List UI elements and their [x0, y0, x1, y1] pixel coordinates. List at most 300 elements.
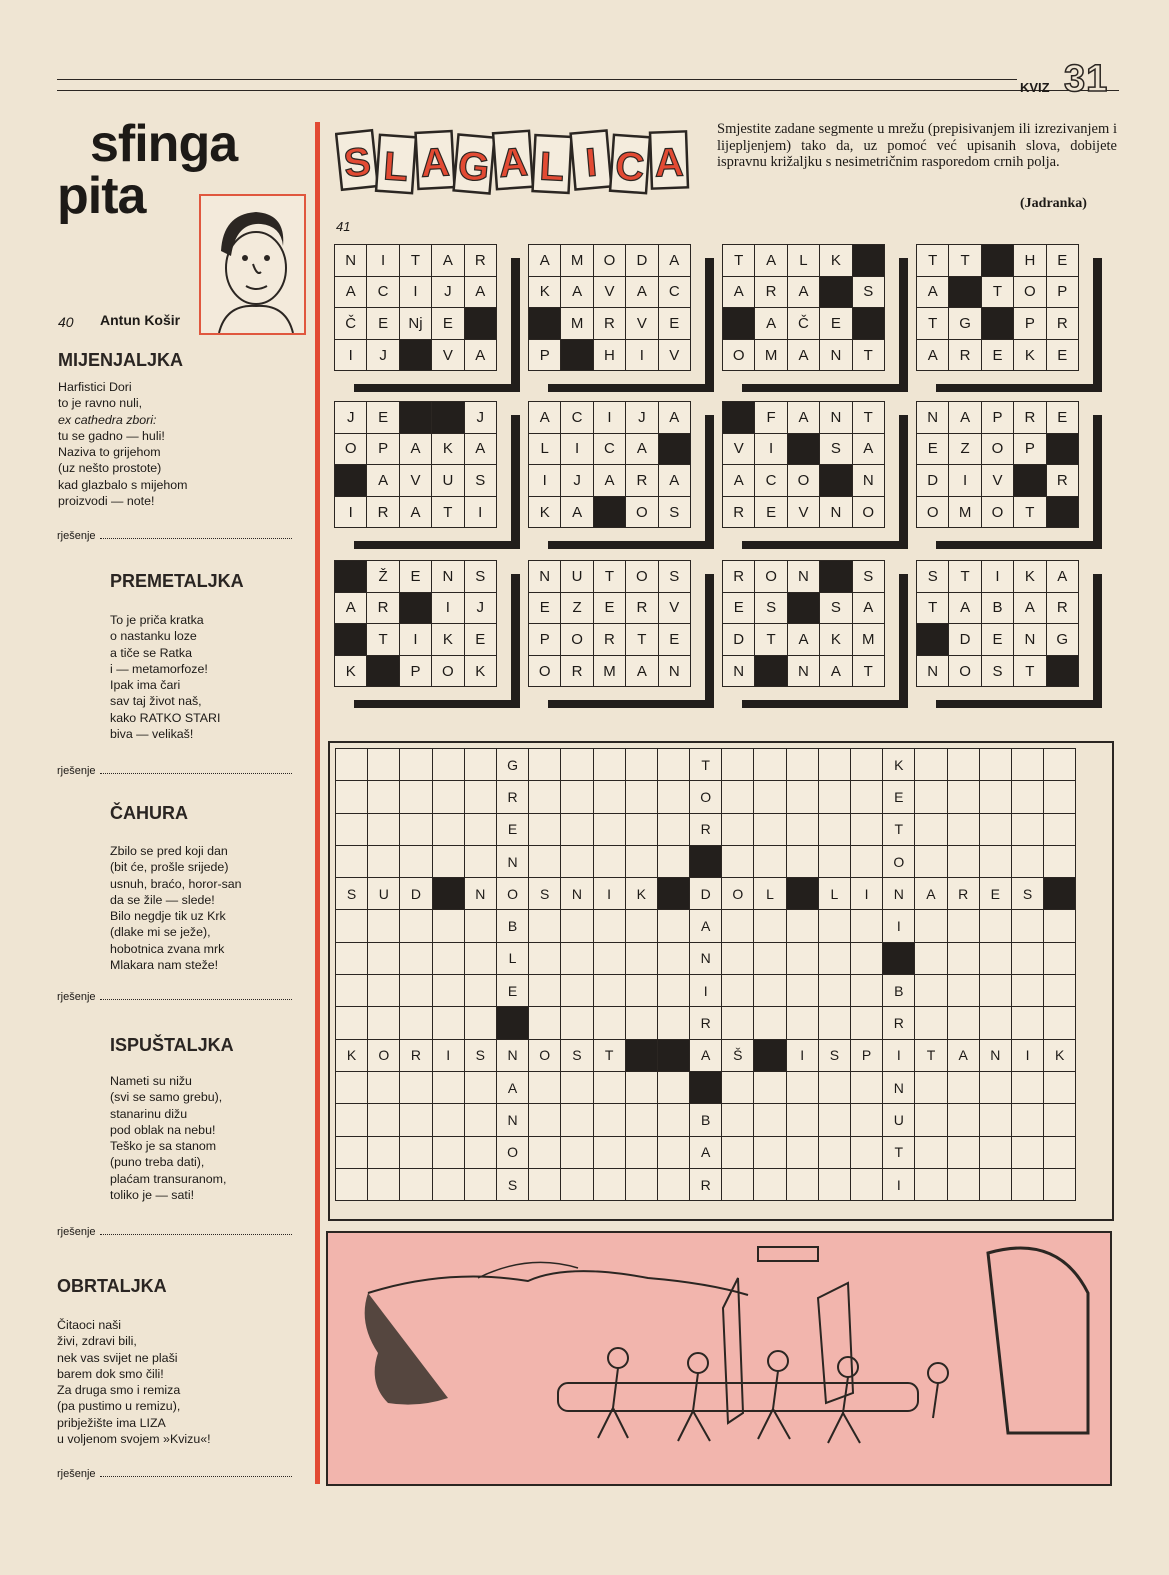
- empty-cell[interactable]: [979, 1007, 1011, 1039]
- black-cell[interactable]: [496, 1007, 528, 1039]
- empty-cell[interactable]: [464, 749, 496, 781]
- empty-cell[interactable]: [432, 975, 464, 1007]
- letter-cell[interactable]: B: [690, 1104, 722, 1136]
- segment-piece[interactable]: [334, 560, 503, 693]
- letter-cell[interactable]: D: [400, 878, 432, 910]
- empty-cell[interactable]: [1044, 1007, 1076, 1039]
- empty-cell[interactable]: [657, 1007, 689, 1039]
- letter-cell[interactable]: K: [883, 749, 915, 781]
- empty-cell[interactable]: [561, 845, 593, 877]
- empty-cell[interactable]: [851, 1071, 883, 1103]
- empty-cell[interactable]: [593, 845, 625, 877]
- empty-cell[interactable]: [432, 942, 464, 974]
- empty-cell[interactable]: [657, 1104, 689, 1136]
- empty-cell[interactable]: [947, 942, 979, 974]
- empty-cell[interactable]: [1044, 845, 1076, 877]
- empty-cell[interactable]: [336, 1007, 368, 1039]
- segment-piece[interactable]: [722, 244, 891, 377]
- letter-cell[interactable]: R: [496, 781, 528, 813]
- empty-cell[interactable]: [657, 975, 689, 1007]
- empty-cell[interactable]: [722, 781, 754, 813]
- letter-cell[interactable]: L: [754, 878, 786, 910]
- letter-cell[interactable]: L: [496, 942, 528, 974]
- empty-cell[interactable]: [625, 781, 657, 813]
- empty-cell[interactable]: [754, 813, 786, 845]
- letter-cell[interactable]: K: [1044, 1039, 1076, 1071]
- empty-cell[interactable]: [625, 910, 657, 942]
- empty-cell[interactable]: [561, 749, 593, 781]
- empty-cell[interactable]: [979, 1168, 1011, 1200]
- empty-cell[interactable]: [947, 975, 979, 1007]
- empty-cell[interactable]: [657, 942, 689, 974]
- empty-cell[interactable]: [722, 942, 754, 974]
- empty-cell[interactable]: [1011, 813, 1043, 845]
- empty-cell[interactable]: [786, 1071, 818, 1103]
- empty-cell[interactable]: [529, 910, 561, 942]
- empty-cell[interactable]: [915, 813, 947, 845]
- empty-cell[interactable]: [368, 1007, 400, 1039]
- empty-cell[interactable]: [625, 813, 657, 845]
- letter-cell[interactable]: D: [690, 878, 722, 910]
- empty-cell[interactable]: [464, 1136, 496, 1168]
- letter-cell[interactable]: N: [883, 1071, 915, 1103]
- letter-cell[interactable]: U: [368, 878, 400, 910]
- empty-cell[interactable]: [851, 1104, 883, 1136]
- empty-cell[interactable]: [657, 910, 689, 942]
- empty-cell[interactable]: [336, 910, 368, 942]
- empty-cell[interactable]: [561, 1071, 593, 1103]
- segment-piece[interactable]: [528, 401, 697, 534]
- segment-piece[interactable]: [334, 401, 503, 534]
- letter-cell[interactable]: N: [496, 1104, 528, 1136]
- empty-cell[interactable]: [722, 749, 754, 781]
- empty-cell[interactable]: [947, 845, 979, 877]
- empty-cell[interactable]: [851, 910, 883, 942]
- empty-cell[interactable]: [529, 845, 561, 877]
- letter-cell[interactable]: K: [336, 1039, 368, 1071]
- empty-cell[interactable]: [432, 910, 464, 942]
- empty-cell[interactable]: [464, 1007, 496, 1039]
- empty-cell[interactable]: [979, 749, 1011, 781]
- empty-cell[interactable]: [336, 975, 368, 1007]
- empty-cell[interactable]: [368, 1168, 400, 1200]
- empty-cell[interactable]: [368, 1071, 400, 1103]
- empty-cell[interactable]: [1011, 910, 1043, 942]
- empty-cell[interactable]: [593, 1168, 625, 1200]
- letter-cell[interactable]: R: [690, 813, 722, 845]
- empty-cell[interactable]: [786, 1136, 818, 1168]
- black-cell[interactable]: [786, 878, 818, 910]
- empty-cell[interactable]: [1044, 1136, 1076, 1168]
- empty-cell[interactable]: [368, 975, 400, 1007]
- letter-cell[interactable]: O: [690, 781, 722, 813]
- empty-cell[interactable]: [722, 910, 754, 942]
- empty-cell[interactable]: [754, 1136, 786, 1168]
- empty-cell[interactable]: [754, 910, 786, 942]
- empty-cell[interactable]: [561, 975, 593, 1007]
- letter-cell[interactable]: L: [818, 878, 850, 910]
- letter-cell[interactable]: R: [947, 878, 979, 910]
- letter-cell[interactable]: B: [496, 910, 528, 942]
- empty-cell[interactable]: [368, 910, 400, 942]
- solution-field[interactable]: [57, 1226, 292, 1238]
- empty-cell[interactable]: [400, 813, 432, 845]
- letter-cell[interactable]: N: [979, 1039, 1011, 1071]
- empty-cell[interactable]: [851, 975, 883, 1007]
- empty-cell[interactable]: [561, 1136, 593, 1168]
- empty-cell[interactable]: [657, 845, 689, 877]
- empty-cell[interactable]: [818, 1168, 850, 1200]
- empty-cell[interactable]: [368, 749, 400, 781]
- letter-cell[interactable]: R: [883, 1007, 915, 1039]
- empty-cell[interactable]: [368, 1136, 400, 1168]
- empty-cell[interactable]: [818, 942, 850, 974]
- empty-cell[interactable]: [400, 1168, 432, 1200]
- empty-cell[interactable]: [464, 1104, 496, 1136]
- empty-cell[interactable]: [1011, 975, 1043, 1007]
- letter-cell[interactable]: U: [883, 1104, 915, 1136]
- letter-cell[interactable]: E: [979, 878, 1011, 910]
- letter-cell[interactable]: A: [690, 910, 722, 942]
- empty-cell[interactable]: [915, 1007, 947, 1039]
- letter-cell[interactable]: O: [496, 878, 528, 910]
- empty-cell[interactable]: [625, 845, 657, 877]
- empty-cell[interactable]: [947, 1104, 979, 1136]
- empty-cell[interactable]: [818, 813, 850, 845]
- letter-cell[interactable]: N: [883, 878, 915, 910]
- empty-cell[interactable]: [1044, 942, 1076, 974]
- empty-cell[interactable]: [786, 942, 818, 974]
- letter-cell[interactable]: O: [496, 1136, 528, 1168]
- letter-cell[interactable]: T: [883, 813, 915, 845]
- empty-cell[interactable]: [561, 1168, 593, 1200]
- empty-cell[interactable]: [947, 1136, 979, 1168]
- empty-cell[interactable]: [979, 1136, 1011, 1168]
- empty-cell[interactable]: [786, 1007, 818, 1039]
- letter-cell[interactable]: I: [786, 1039, 818, 1071]
- empty-cell[interactable]: [979, 1071, 1011, 1103]
- empty-cell[interactable]: [851, 845, 883, 877]
- empty-cell[interactable]: [1011, 1071, 1043, 1103]
- empty-cell[interactable]: [400, 1071, 432, 1103]
- empty-cell[interactable]: [657, 1136, 689, 1168]
- empty-cell[interactable]: [979, 845, 1011, 877]
- empty-cell[interactable]: [464, 845, 496, 877]
- empty-cell[interactable]: [754, 975, 786, 1007]
- empty-cell[interactable]: [529, 1007, 561, 1039]
- empty-cell[interactable]: [851, 1136, 883, 1168]
- letter-cell[interactable]: K: [625, 878, 657, 910]
- empty-cell[interactable]: [368, 1104, 400, 1136]
- empty-cell[interactable]: [432, 1071, 464, 1103]
- empty-cell[interactable]: [400, 975, 432, 1007]
- empty-cell[interactable]: [979, 975, 1011, 1007]
- empty-cell[interactable]: [979, 942, 1011, 974]
- solution-field[interactable]: [57, 991, 292, 1003]
- empty-cell[interactable]: [915, 975, 947, 1007]
- empty-cell[interactable]: [593, 1071, 625, 1103]
- empty-cell[interactable]: [722, 1104, 754, 1136]
- empty-cell[interactable]: [1044, 749, 1076, 781]
- black-cell[interactable]: [754, 1039, 786, 1071]
- empty-cell[interactable]: [432, 813, 464, 845]
- empty-cell[interactable]: [818, 910, 850, 942]
- empty-cell[interactable]: [722, 1168, 754, 1200]
- empty-cell[interactable]: [851, 942, 883, 974]
- empty-cell[interactable]: [336, 813, 368, 845]
- letter-cell[interactable]: N: [561, 878, 593, 910]
- empty-cell[interactable]: [786, 910, 818, 942]
- letter-cell[interactable]: I: [883, 1168, 915, 1200]
- black-cell[interactable]: [883, 942, 915, 974]
- letter-cell[interactable]: S: [561, 1039, 593, 1071]
- empty-cell[interactable]: [625, 1136, 657, 1168]
- empty-cell[interactable]: [593, 781, 625, 813]
- empty-cell[interactable]: [336, 1168, 368, 1200]
- empty-cell[interactable]: [529, 749, 561, 781]
- empty-cell[interactable]: [400, 942, 432, 974]
- empty-cell[interactable]: [657, 1168, 689, 1200]
- empty-cell[interactable]: [593, 749, 625, 781]
- letter-cell[interactable]: P: [851, 1039, 883, 1071]
- segment-piece[interactable]: [528, 244, 697, 377]
- letter-cell[interactable]: G: [496, 749, 528, 781]
- empty-cell[interactable]: [432, 845, 464, 877]
- letter-cell[interactable]: I: [690, 975, 722, 1007]
- letter-cell[interactable]: N: [464, 878, 496, 910]
- black-cell[interactable]: [690, 845, 722, 877]
- letter-cell[interactable]: I: [432, 1039, 464, 1071]
- empty-cell[interactable]: [593, 942, 625, 974]
- letter-cell[interactable]: S: [529, 878, 561, 910]
- empty-cell[interactable]: [786, 1168, 818, 1200]
- letter-cell[interactable]: S: [818, 1039, 850, 1071]
- empty-cell[interactable]: [915, 1136, 947, 1168]
- empty-cell[interactable]: [593, 813, 625, 845]
- letter-cell[interactable]: A: [690, 1039, 722, 1071]
- empty-cell[interactable]: [722, 813, 754, 845]
- letter-cell[interactable]: S: [1011, 878, 1043, 910]
- segment-piece[interactable]: [528, 560, 697, 693]
- empty-cell[interactable]: [336, 942, 368, 974]
- empty-cell[interactable]: [947, 910, 979, 942]
- empty-cell[interactable]: [1011, 1104, 1043, 1136]
- empty-cell[interactable]: [432, 781, 464, 813]
- empty-cell[interactable]: [593, 1104, 625, 1136]
- empty-cell[interactable]: [947, 813, 979, 845]
- empty-cell[interactable]: [432, 1007, 464, 1039]
- empty-cell[interactable]: [400, 910, 432, 942]
- letter-cell[interactable]: N: [496, 845, 528, 877]
- empty-cell[interactable]: [336, 845, 368, 877]
- segment-piece[interactable]: [334, 244, 503, 377]
- empty-cell[interactable]: [915, 942, 947, 974]
- empty-cell[interactable]: [915, 910, 947, 942]
- empty-cell[interactable]: [657, 1071, 689, 1103]
- empty-cell[interactable]: [1044, 975, 1076, 1007]
- letter-cell[interactable]: O: [722, 878, 754, 910]
- letter-cell[interactable]: N: [496, 1039, 528, 1071]
- empty-cell[interactable]: [915, 749, 947, 781]
- empty-cell[interactable]: [786, 1104, 818, 1136]
- empty-cell[interactable]: [754, 781, 786, 813]
- solution-field[interactable]: [57, 530, 292, 542]
- empty-cell[interactable]: [851, 1007, 883, 1039]
- empty-cell[interactable]: [625, 749, 657, 781]
- black-cell[interactable]: [657, 1039, 689, 1071]
- empty-cell[interactable]: [368, 845, 400, 877]
- empty-cell[interactable]: [1044, 813, 1076, 845]
- segment-piece[interactable]: [916, 401, 1085, 534]
- empty-cell[interactable]: [593, 1136, 625, 1168]
- letter-cell[interactable]: I: [1011, 1039, 1043, 1071]
- empty-cell[interactable]: [915, 1104, 947, 1136]
- empty-cell[interactable]: [1044, 910, 1076, 942]
- black-cell[interactable]: [1044, 878, 1076, 910]
- empty-cell[interactable]: [529, 1071, 561, 1103]
- empty-cell[interactable]: [625, 1071, 657, 1103]
- empty-cell[interactable]: [786, 813, 818, 845]
- letter-cell[interactable]: A: [947, 1039, 979, 1071]
- letter-cell[interactable]: A: [915, 878, 947, 910]
- letter-cell[interactable]: R: [400, 1039, 432, 1071]
- empty-cell[interactable]: [561, 942, 593, 974]
- empty-cell[interactable]: [818, 1104, 850, 1136]
- empty-cell[interactable]: [818, 781, 850, 813]
- empty-cell[interactable]: [947, 1007, 979, 1039]
- empty-cell[interactable]: [593, 975, 625, 1007]
- empty-cell[interactable]: [336, 1071, 368, 1103]
- empty-cell[interactable]: [561, 1104, 593, 1136]
- empty-cell[interactable]: [432, 749, 464, 781]
- empty-cell[interactable]: [754, 845, 786, 877]
- empty-cell[interactable]: [786, 749, 818, 781]
- empty-cell[interactable]: [1044, 1071, 1076, 1103]
- empty-cell[interactable]: [722, 1136, 754, 1168]
- empty-cell[interactable]: [529, 1104, 561, 1136]
- empty-cell[interactable]: [561, 1007, 593, 1039]
- empty-cell[interactable]: [464, 975, 496, 1007]
- empty-cell[interactable]: [786, 781, 818, 813]
- empty-cell[interactable]: [400, 1104, 432, 1136]
- empty-cell[interactable]: [979, 910, 1011, 942]
- empty-cell[interactable]: [336, 1136, 368, 1168]
- empty-cell[interactable]: [561, 781, 593, 813]
- empty-cell[interactable]: [754, 942, 786, 974]
- empty-cell[interactable]: [336, 781, 368, 813]
- empty-cell[interactable]: [1011, 781, 1043, 813]
- empty-cell[interactable]: [464, 1168, 496, 1200]
- empty-cell[interactable]: [529, 813, 561, 845]
- empty-cell[interactable]: [625, 942, 657, 974]
- empty-cell[interactable]: [818, 845, 850, 877]
- black-cell[interactable]: [657, 878, 689, 910]
- empty-cell[interactable]: [464, 781, 496, 813]
- empty-cell[interactable]: [368, 813, 400, 845]
- empty-cell[interactable]: [561, 910, 593, 942]
- empty-cell[interactable]: [336, 1104, 368, 1136]
- segment-piece[interactable]: [916, 244, 1085, 377]
- empty-cell[interactable]: [464, 1071, 496, 1103]
- empty-cell[interactable]: [529, 1168, 561, 1200]
- empty-cell[interactable]: [657, 749, 689, 781]
- empty-cell[interactable]: [754, 1168, 786, 1200]
- letter-cell[interactable]: T: [593, 1039, 625, 1071]
- empty-cell[interactable]: [1011, 1007, 1043, 1039]
- empty-cell[interactable]: [947, 749, 979, 781]
- empty-cell[interactable]: [368, 781, 400, 813]
- empty-cell[interactable]: [657, 813, 689, 845]
- empty-cell[interactable]: [1011, 845, 1043, 877]
- empty-cell[interactable]: [432, 1104, 464, 1136]
- letter-cell[interactable]: A: [496, 1071, 528, 1103]
- empty-cell[interactable]: [368, 942, 400, 974]
- empty-cell[interactable]: [432, 1136, 464, 1168]
- empty-cell[interactable]: [625, 1168, 657, 1200]
- empty-cell[interactable]: [625, 1104, 657, 1136]
- empty-cell[interactable]: [1011, 942, 1043, 974]
- empty-cell[interactable]: [947, 1168, 979, 1200]
- empty-cell[interactable]: [400, 845, 432, 877]
- letter-cell[interactable]: N: [690, 942, 722, 974]
- empty-cell[interactable]: [979, 781, 1011, 813]
- segment-piece[interactable]: [722, 560, 891, 693]
- letter-cell[interactable]: O: [368, 1039, 400, 1071]
- empty-cell[interactable]: [851, 781, 883, 813]
- empty-cell[interactable]: [432, 1168, 464, 1200]
- empty-cell[interactable]: [947, 1071, 979, 1103]
- empty-cell[interactable]: [464, 942, 496, 974]
- empty-cell[interactable]: [464, 910, 496, 942]
- letter-cell[interactable]: B: [883, 975, 915, 1007]
- empty-cell[interactable]: [915, 1071, 947, 1103]
- empty-cell[interactable]: [400, 1136, 432, 1168]
- empty-cell[interactable]: [529, 942, 561, 974]
- empty-cell[interactable]: [529, 1136, 561, 1168]
- empty-cell[interactable]: [336, 749, 368, 781]
- empty-cell[interactable]: [979, 813, 1011, 845]
- empty-cell[interactable]: [400, 1007, 432, 1039]
- black-cell[interactable]: [432, 878, 464, 910]
- empty-cell[interactable]: [915, 781, 947, 813]
- empty-cell[interactable]: [722, 845, 754, 877]
- empty-cell[interactable]: [754, 1104, 786, 1136]
- letter-cell[interactable]: S: [464, 1039, 496, 1071]
- empty-cell[interactable]: [818, 1071, 850, 1103]
- segment-piece[interactable]: [722, 401, 891, 534]
- solution-field[interactable]: [57, 1468, 292, 1480]
- empty-cell[interactable]: [754, 1007, 786, 1039]
- solution-field[interactable]: [57, 765, 292, 777]
- empty-cell[interactable]: [1044, 781, 1076, 813]
- empty-cell[interactable]: [1011, 1136, 1043, 1168]
- letter-cell[interactable]: I: [851, 878, 883, 910]
- letter-cell[interactable]: R: [690, 1168, 722, 1200]
- empty-cell[interactable]: [786, 975, 818, 1007]
- empty-cell[interactable]: [851, 749, 883, 781]
- empty-cell[interactable]: [818, 1136, 850, 1168]
- empty-cell[interactable]: [561, 813, 593, 845]
- empty-cell[interactable]: [722, 1071, 754, 1103]
- empty-cell[interactable]: [464, 813, 496, 845]
- letter-cell[interactable]: E: [883, 781, 915, 813]
- letter-cell[interactable]: O: [529, 1039, 561, 1071]
- empty-cell[interactable]: [947, 781, 979, 813]
- letter-cell[interactable]: I: [883, 910, 915, 942]
- letter-cell[interactable]: R: [690, 1007, 722, 1039]
- empty-cell[interactable]: [786, 845, 818, 877]
- empty-cell[interactable]: [400, 781, 432, 813]
